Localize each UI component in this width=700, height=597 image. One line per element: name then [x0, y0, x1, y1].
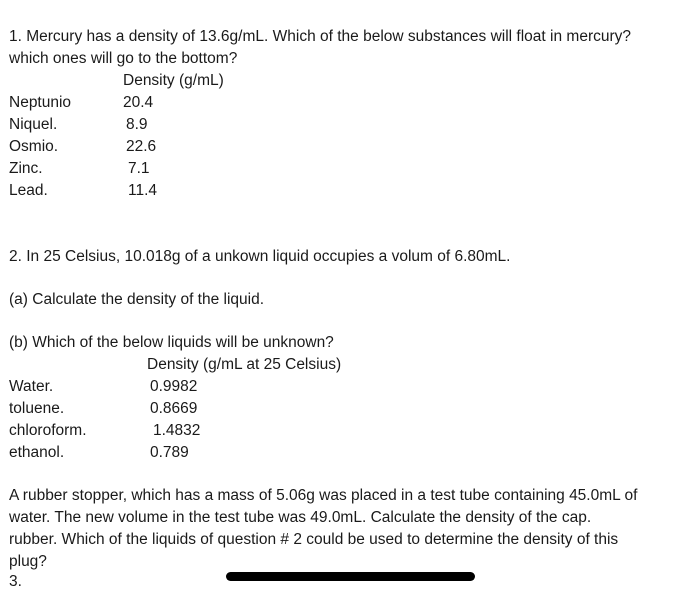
home-indicator-bar[interactable] [226, 572, 475, 581]
q1-row-density: 22.6 [126, 138, 157, 155]
q2-row-density: 0.789 [150, 444, 189, 461]
q2-row-name: toluene. [9, 400, 65, 417]
q2-row-name: ethanol. [9, 444, 65, 461]
q3-number: 3. [9, 573, 22, 590]
q3-line4: plug? [9, 553, 47, 570]
q3-line1: A rubber stopper, which has a mass of 5.06g was placed in a test tube containing 45.0mL of [9, 487, 638, 504]
q1-row-density: 8.9 [126, 116, 148, 133]
q1-row-name: Zinc. [9, 160, 43, 177]
q3-line2: water. The new volume in the test tube was 49.0mL. Calculate the density of the cap. [9, 509, 592, 526]
q2-row-name: Water. [9, 378, 54, 395]
q2-prompt: 2. In 25 Celsius, 10.018g of a unkown liquid occupies a volum of 6.80mL. [9, 248, 511, 265]
q1-prompt-line1: 1. Mercury has a density of 13.6g/mL. Which of the below substances will float in mercury? [9, 28, 632, 45]
q1-row-name: Lead. [9, 182, 48, 199]
q1-row-density: 7.1 [128, 160, 150, 177]
q1-row-name: Osmio. [9, 138, 59, 155]
q1-row-density: 11.4 [128, 182, 158, 199]
q1-row-name: Niquel. [9, 116, 58, 133]
q2-row-density: 0.8669 [150, 400, 198, 417]
q2-row-density: 1.4832 [153, 422, 201, 439]
q1-table-header: Density (g/mL) [123, 72, 224, 89]
q2-part-a: (a) Calculate the density of the liquid. [9, 291, 265, 308]
q2-part-b: (b) Which of the below liquids will be unknown? [9, 334, 334, 351]
q2-row-name: chloroform. [9, 422, 87, 439]
q1-prompt-line2: which ones will go to the bottom? [9, 50, 238, 67]
q1-row-name: Neptunio [9, 94, 72, 111]
q2-row-density: 0.9982 [150, 378, 198, 395]
q3-line3: rubber. Which of the liquids of question # 2 could be used to determine the density of this [9, 531, 619, 548]
q1-row-density: 20.4 [123, 94, 154, 111]
q2-table-header: Density (g/mL at 25 Celsius) [147, 356, 342, 373]
